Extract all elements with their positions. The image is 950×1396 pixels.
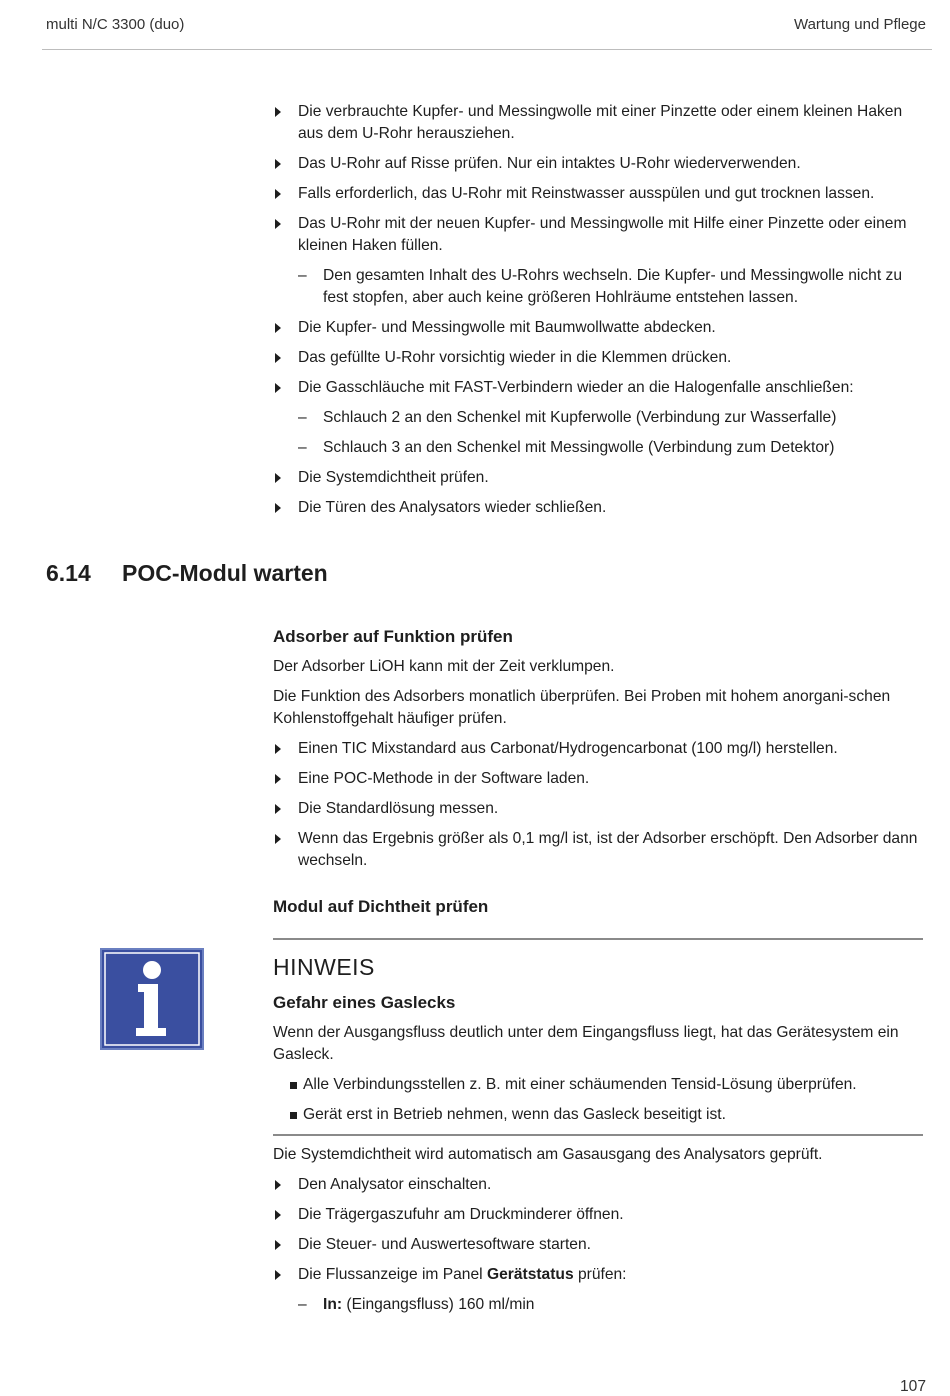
sub-list-item: – Schlauch 3 an den Schenkel mit Messingwolle (Verbindung zum Detektor): [273, 437, 923, 459]
list-item: Die Steuer- und Auswertesoftware starten.: [273, 1234, 923, 1256]
adsorber-paragraph-2: Die Funktion des Adsorbers monatlich überprüfen. Bei Proben mit hohem anorgani-schen Kohlenstoffgehalt häufiger prüfen.: [273, 688, 891, 727]
list-item: Die verbrauchte Kupfer- und Messingwolle mit einer Pinzette oder einem kleinen Haken aus dem U-Rohr herausziehen.: [273, 101, 923, 145]
notice-text: Wenn der Ausgangsfluss deutlich unter dem Eingangsfluss liegt, hat das Gerätesystem ein Gasleck.: [273, 1024, 899, 1063]
list-item: Falls erforderlich, das U-Rohr mit Reinstwasser ausspülen und gut trocknen lassen.: [273, 183, 923, 205]
notice-bottom-rule: [273, 1134, 923, 1136]
sub-list-item: – Den gesamten Inhalt des U-Rohrs wechseln. Die Kupfer- und Messingwolle nicht zu fest stopfen, aber auch keine größeren Hohlräume entstehen lassen.: [273, 265, 923, 309]
list-item: Die Trägergaszufuhr am Druckminderer öffnen.: [273, 1204, 923, 1226]
notice-top-rule: [273, 938, 923, 940]
running-header-title: multi N/C 3300 (duo): [46, 16, 185, 33]
section-heading: [46, 560, 328, 587]
notice-title: HINWEIS: [273, 954, 375, 980]
notice-item: Gerät erst in Betrieb nehmen, wenn das Gasleck beseitigt ist.: [273, 1104, 923, 1126]
list-item: Den Analysator einschalten.: [273, 1174, 923, 1196]
sub-list-item: – In: (Eingangsfluss) 160 ml/min: [273, 1294, 923, 1316]
u-tube-instructions: [273, 101, 923, 527]
notice-subtitle: Gefahr eines Gaslecks: [273, 993, 456, 1012]
dichtheit-heading: Modul auf Dichtheit prüfen: [273, 897, 489, 916]
section-title: POC-Modul warten: [122, 560, 328, 586]
list-item: Die Systemdichtheit prüfen.: [273, 467, 923, 489]
list-item: Einen TIC Mixstandard aus Carbonat/Hydrogencarbonat (100 mg/l) herstellen.: [273, 738, 923, 760]
list-item: Wenn das Ergebnis größer als 0,1 mg/l ist, ist der Adsorber erschöpft. Den Adsorber dann wechseln.: [273, 828, 923, 872]
leak-check-paragraph: Die Systemdichtheit wird automatisch am Gasausgang des Analysators geprüft.: [273, 1146, 823, 1163]
list-item: Die Gasschläuche mit FAST-Verbindern wieder an die Halogenfalle anschließen:: [273, 377, 923, 399]
adsorber-heading: Adsorber auf Funktion prüfen: [273, 627, 513, 646]
adsorber-paragraph-1: Der Adsorber LiOH kann mit der Zeit verklumpen.: [273, 658, 615, 675]
panel-name: Gerätstatus: [486, 1266, 574, 1283]
running-header-chapter: Wartung und Pflege: [793, 16, 926, 33]
list-item: Das U-Rohr mit der neuen Kupfer- und Messingwolle mit Hilfe einer Pinzette oder einem kleinen Haken füllen.: [273, 213, 923, 257]
flow-in-label: In:: [323, 1296, 343, 1313]
poc-module-content: [273, 626, 923, 1324]
list-item: Die Kupfer- und Messingwolle mit Baumwollwatte abdecken.: [273, 317, 923, 339]
list-item: Eine POC-Methode in der Software laden.: [273, 768, 923, 790]
list-item: Die Flussanzeige im Panel Gerätstatus prüfen:: [273, 1264, 923, 1286]
notice-item: Alle Verbindungsstellen z. B. mit einer schäumenden Tensid-Lösung überprüfen.: [273, 1074, 923, 1096]
info-icon: [100, 948, 204, 1050]
sub-list-item: – Schlauch 2 an den Schenkel mit Kupferwolle (Verbindung zur Wasserfalle): [273, 407, 923, 429]
list-item: Die Standardlösung messen.: [273, 798, 923, 820]
header-divider: [42, 49, 932, 50]
list-item: Das gefüllte U-Rohr vorsichtig wieder in die Klemmen drücken.: [273, 347, 923, 369]
list-item: Das U-Rohr auf Risse prüfen. Nur ein intaktes U-Rohr wiederverwenden.: [273, 153, 923, 175]
list-item: Die Türen des Analysators wieder schließen.: [273, 497, 923, 519]
page-number: 107: [899, 1378, 926, 1395]
section-number: 6.14: [46, 560, 91, 586]
